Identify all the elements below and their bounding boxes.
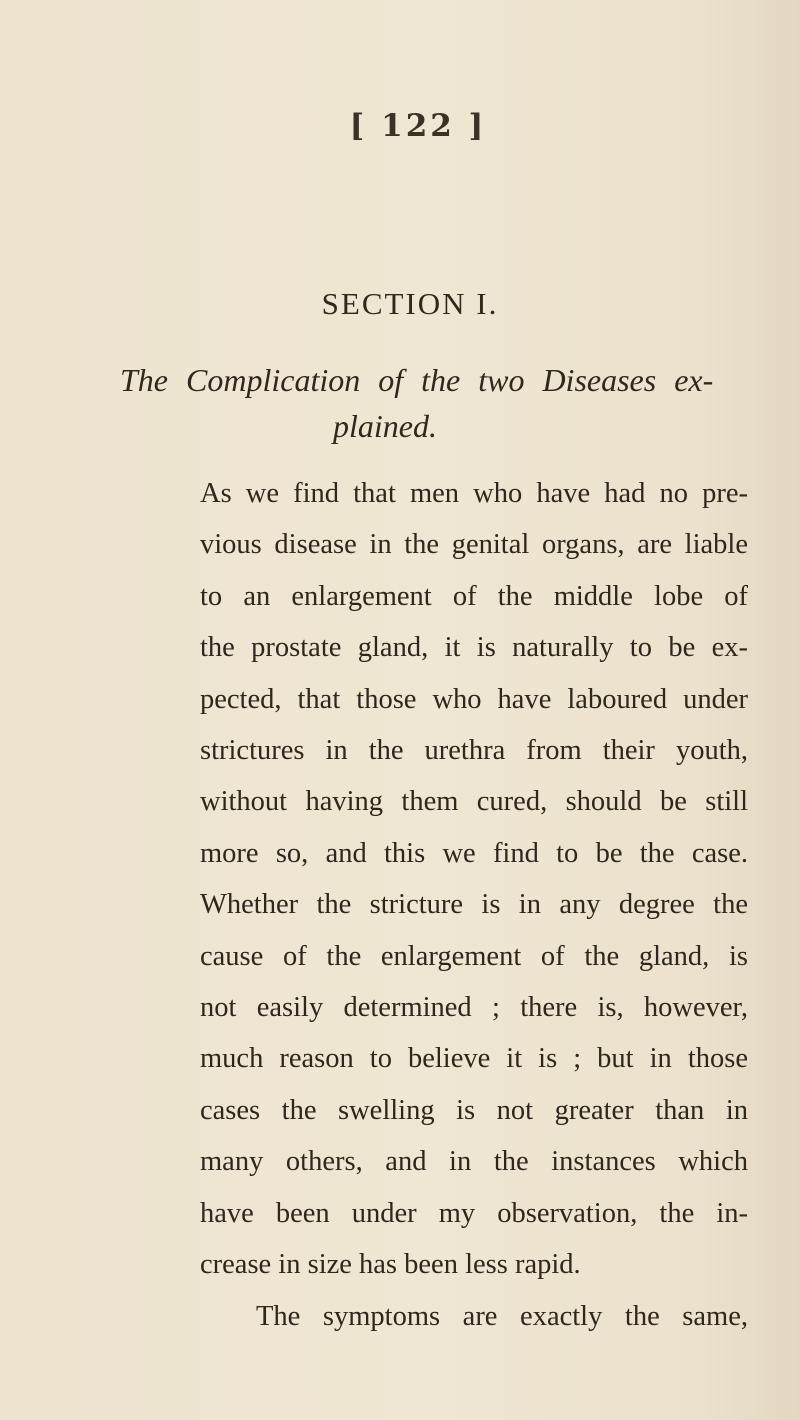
text-line: more so, and this we find to be the case. — [200, 837, 748, 869]
text-line: not easily determined ; there is, however, — [200, 992, 748, 1024]
text-line: strictures in the urethra from their youth, — [200, 735, 748, 767]
text-line: Whether the stricture is in any degree the — [200, 889, 748, 921]
text-line: the prostate gland, it is naturally to be ex- — [200, 632, 748, 664]
text-line: cause of the enlargement of the gland, is — [200, 940, 748, 972]
paragraph-2-first-line: The symptoms are exactly the same, — [256, 1300, 748, 1332]
text-line: without having them cured, should be still — [200, 786, 748, 818]
page-number: [ 122 ] — [349, 108, 487, 144]
body-text — [200, 468, 748, 1342]
text-line: pected, that those who have laboured under — [200, 683, 748, 715]
text-line: crease in size has been less rapid. — [200, 1249, 581, 1281]
section-heading: SECTION I. — [321, 286, 499, 321]
text-line: vious disease in the genital organs, are liable — [200, 529, 748, 561]
text-line: As we find that men who have had no pre- — [200, 478, 748, 509]
text-line: cases the swelling is not greater than in — [200, 1094, 748, 1126]
text-line: many others, and in the instances which — [200, 1146, 748, 1178]
text-line: have been under my observation, the in- — [200, 1197, 748, 1229]
text-line: to an enlargement of the middle lobe of — [200, 580, 748, 612]
subtitle-line-1: The Complication of the two Diseases ex- — [120, 362, 714, 398]
text-line: much reason to believe it is ; but in those — [200, 1043, 748, 1075]
subtitle-line-2: plained. — [333, 408, 437, 444]
section-subtitle — [100, 357, 714, 449]
